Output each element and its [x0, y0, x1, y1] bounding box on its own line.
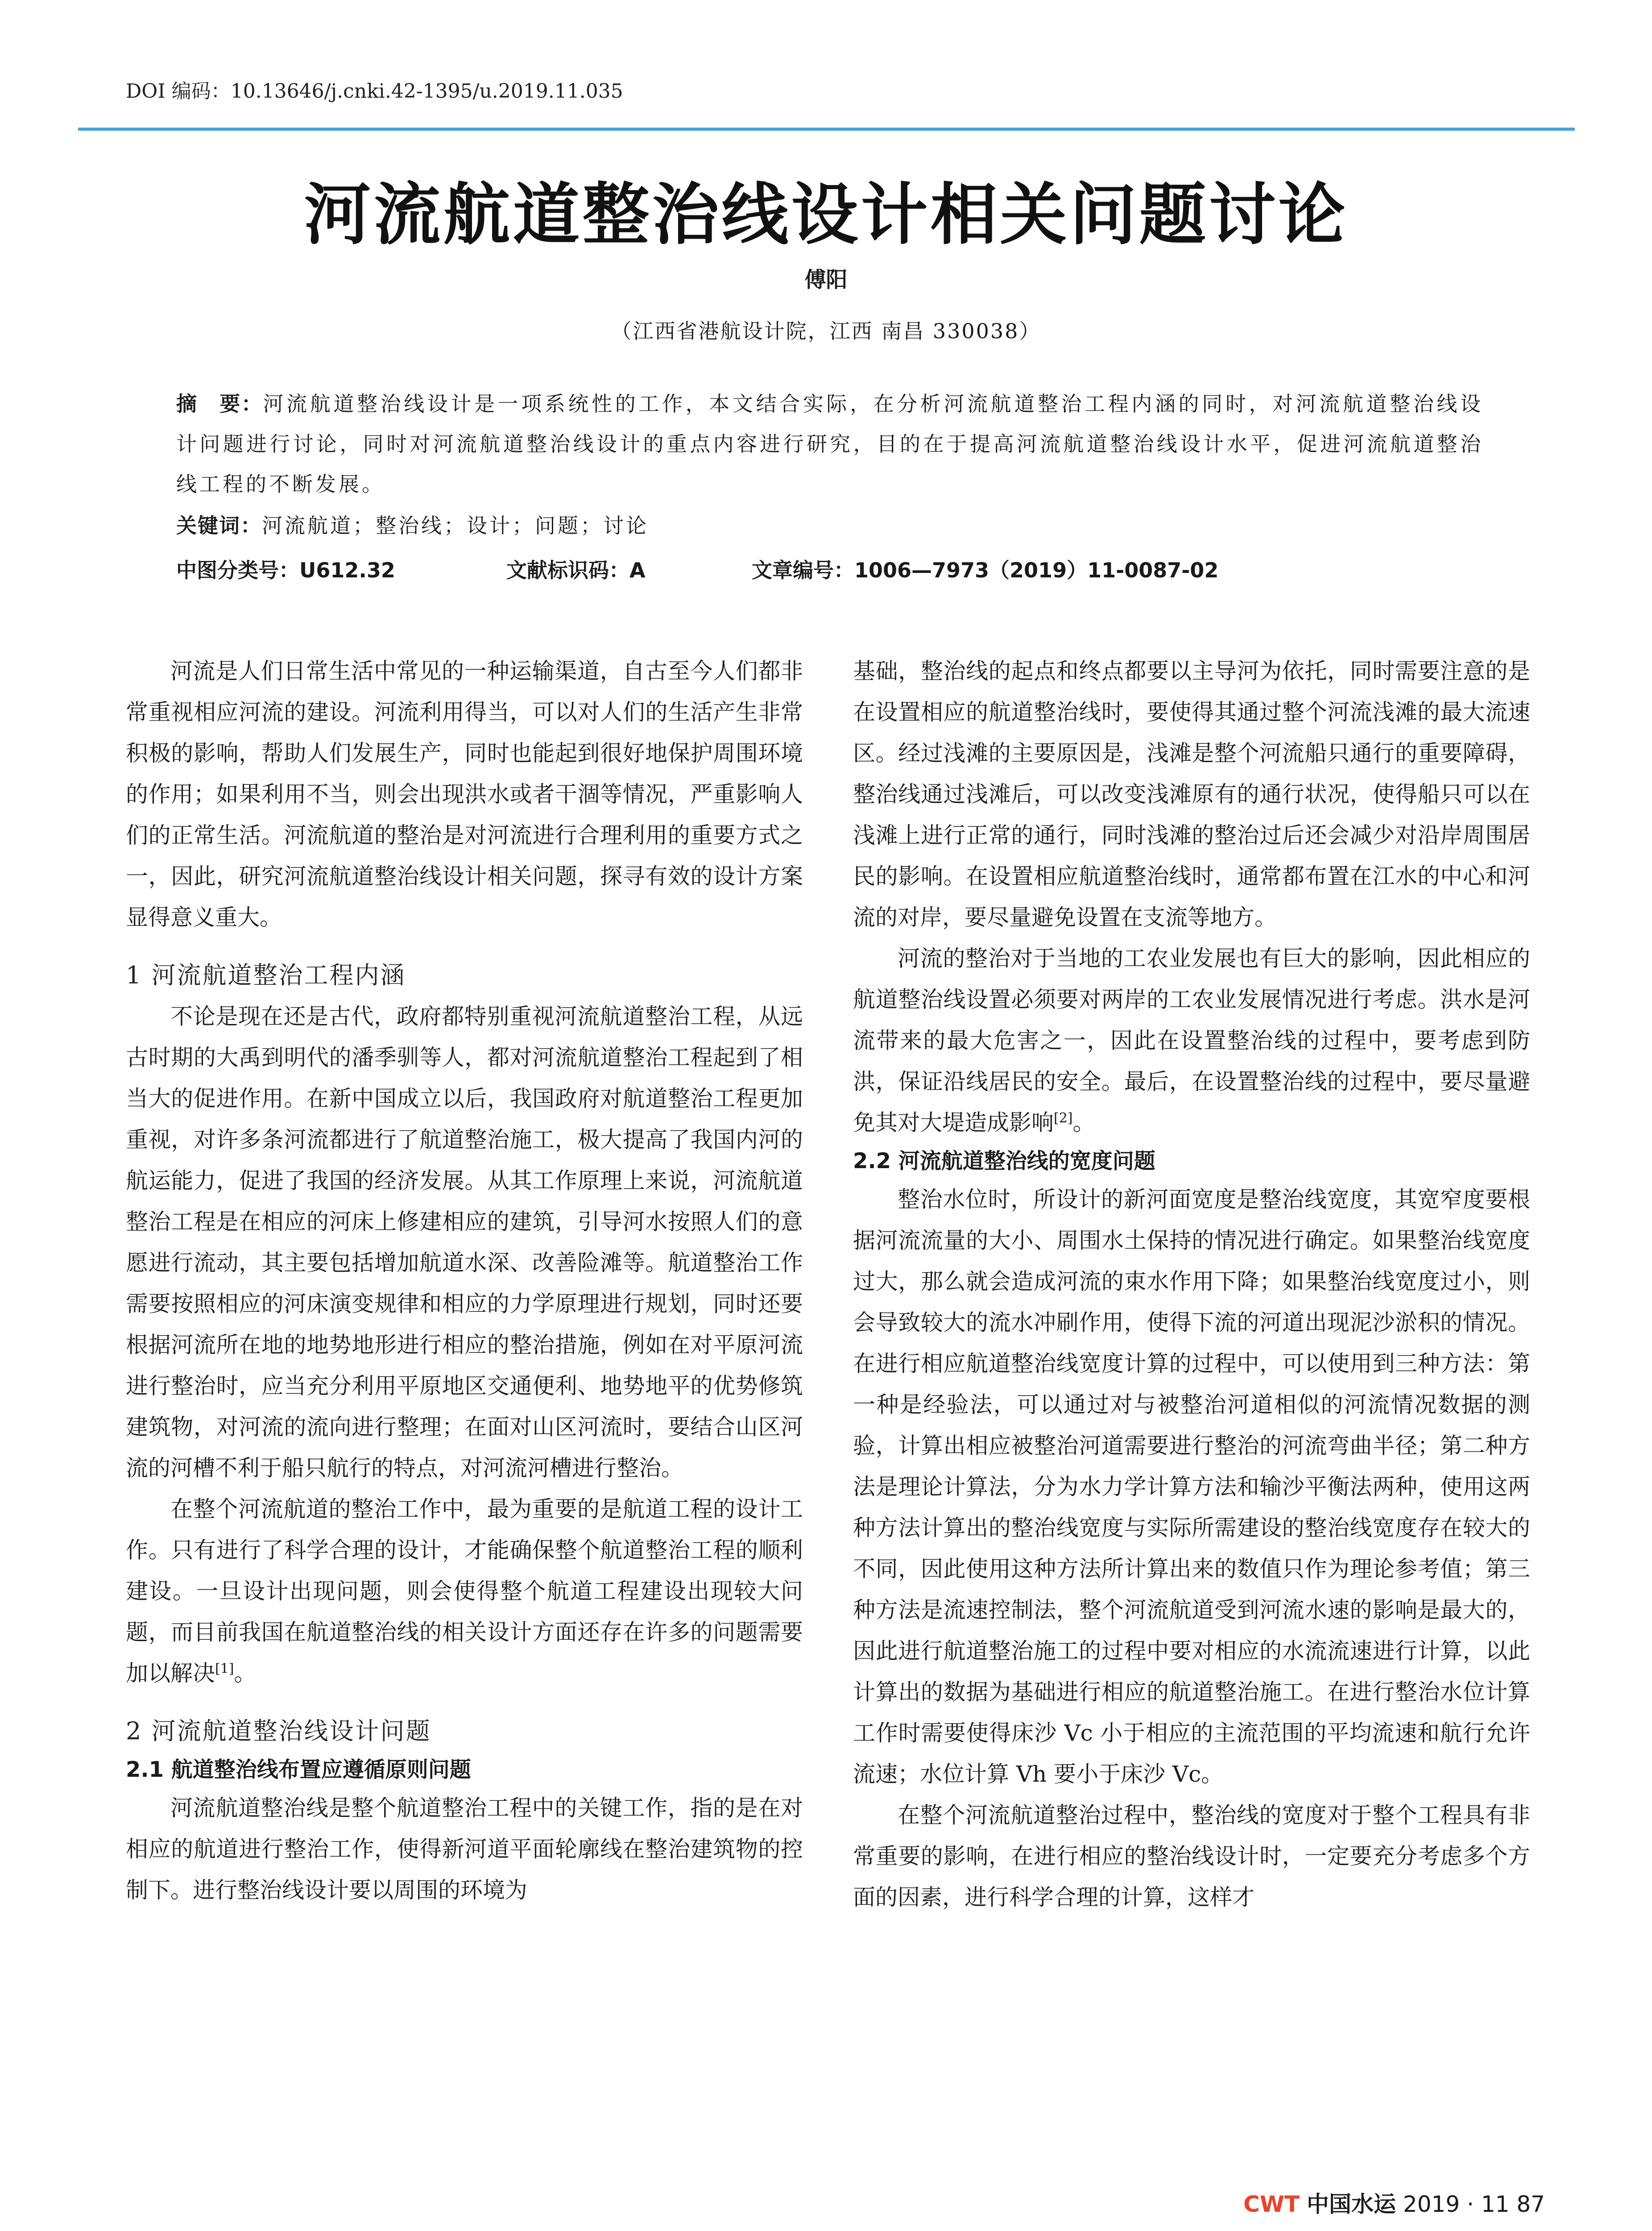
- doi-line: DOI 编码：10.13646/j.cnki.42-1395/u.2019.11.035: [126, 80, 623, 103]
- article-title: 河流航道整治线设计相关问题讨论: [304, 175, 1348, 254]
- paragraph-text: 在整个河流航道的整治工作中，最为重要的是航道工程的设计工作。只有进行了科学合理的设计，才能确保整个航道整治工程的顺利建设。一旦设计出现问题，则会使得整个航道工程建设出现较大问题，而目前我国在航道整治线的相关设计方面还存在许多的问题需要加以解决: [126, 1496, 803, 1686]
- section-heading-2: 2 河流航道整治线设计问题: [126, 1717, 431, 1745]
- left-column: [126, 651, 803, 1911]
- section-heading-1: 1 河流航道整治工程内涵: [126, 961, 406, 989]
- reference-mark: [1]: [215, 1661, 234, 1677]
- page-number: 87: [1516, 2191, 1545, 2217]
- paragraph: [126, 1489, 803, 1694]
- keywords: [176, 510, 1483, 539]
- document-code: 文献标识码：A: [506, 558, 646, 582]
- paragraph: 在整个河流航道整治过程中，整治线的宽度对于整个工程具有非常重要的影响，在进行相应的整治线设计时，一定要充分考虑多个方面的因素，进行科学合理的计算，这样才: [853, 1802, 1530, 1910]
- paragraph-end: 。: [1072, 1110, 1095, 1136]
- header-rule: [78, 128, 1575, 131]
- abstract-label: 摘 要：: [176, 392, 263, 416]
- issue: 2019 · 11: [1403, 2191, 1510, 2217]
- author: 傅阳: [804, 267, 848, 292]
- subsection-heading-2-2: 2.2 河流航道整治线的宽度问题: [853, 1149, 1155, 1174]
- cwt-logo: CWT: [1243, 2191, 1300, 2217]
- keywords-label: 关键词：: [176, 514, 262, 538]
- keywords-text: 河流航道；整治线；设计；问题；讨论: [262, 514, 649, 538]
- subsection-heading-2-1: 2.1 航道整治线布置应遵循原则问题: [126, 1757, 471, 1782]
- page-footer: [1243, 2186, 1545, 2219]
- paragraph: 河流是人们日常生活中常见的一种运输渠道，自古至今人们都非常重视相应河流的建设。河流利用得当，可以对人们的生活产生非常积极的影响，帮助人们发展生产，同时也能起到很好地保护周围环境的作用；如果利用不当，则会出现洪水或者干涸等情况，严重影响人们的正常生活。河流航道的整治是对河流进行合理利用的重要方式之一，因此，研究河流航道整治线设计相关问题，探寻有效的设计方案显得意义重大。: [126, 658, 803, 930]
- abstract-text: 河流航道整治线设计是一项系统性的工作，本文结合实际，在分析河流航道整治工程内涵的同时，对河流航道整治线设计问题进行讨论，同时对河流航道整治线设计的重点内容进行研究，目的在于提高河流航道整治线设计水平，促进河流航道整治线工程的不断发展。: [176, 392, 1484, 496]
- paragraph: 不论是现在还是古代，政府都特别重视河流航道整治工程，从远古时期的大禹到明代的潘季驯等人，都对河流航道整治工程起到了相当大的促进作用。在新中国成立以后，我国政府对航道整治工程更加重视，对许多条河流都进行了航道整治施工，极大提高了我国内河的航运能力，促进了我国的经济发展。从其工作原理上来说，河流航道整治工程是在相应的河床上修建相应的建筑，引导河水按照人们的意愿进行流动，其主要包括增加航道水深、改善险滩等。航道整治工作需要按照相应的河床演变规律和相应的力学原理进行规划，同时还要根据河流所在地的地势地形进行相应的整治措施，例如在对平原河流进行整治时，应当充分利用平原地区交通便利、地势地平的优势修筑建筑物，对河流的流向进行整理；在面对山区河流时，要结合山区河流的河槽不利于船只航行的特点，对河流河槽进行整治。: [126, 1004, 803, 1481]
- abstract: [176, 384, 1483, 504]
- article-number: 文章编号：1006—7973（2019）11-0087-02: [752, 558, 1219, 582]
- right-column: [853, 651, 1530, 1918]
- paragraph: 河流航道整治线是整个航道整治工程中的关键工作，指的是在对相应的航道进行整治工作，使得新河道平面轮廓线在整治建筑物的控制下。进行整治线设计要以周围的环境为: [126, 1795, 803, 1903]
- clc-number: 中图分类号：U612.32: [176, 558, 395, 582]
- paragraph-text: 河流的整治对于当地的工农业发展也有巨大的影响，因此相应的航道整治线设置必须要对两岸的工农业发展情况进行考虑。洪水是河流带来的最大危害之一，因此在设置整治线的过程中，要考虑到防洪，保证沿线居民的安全。最后，在设置整治线的过程中，要尽量避免其对大堤造成影响: [853, 945, 1530, 1136]
- magazine-name: 中国水运: [1307, 2191, 1396, 2217]
- paragraph: 整治水位时，所设计的新河面宽度是整治线宽度，其宽窄度要根据河流流量的大小、周围水土保持的情况进行确定。如果整治线宽度过大，那么就会造成河流的束水作用下降；如果整治线宽度过小，则会导致较大的流水冲刷作用，使得下流的河道出现泥沙淤积的情况。在进行相应航道整治线宽度计算的过程中，可以使用到三种方法：第一种是经验法，可以通过对与被整治河道相似的河流情况数据的测验，计算出相应被整治河道需要进行整治的河流弯曲半径；第二种方法是理论计算法，分为水力学计算方法和输沙平衡法两种，使用这两种方法计算出的整治线宽度与实际所需建设的整治线宽度存在较大的不同，因此使用这种方法所计算出来的数值只作为理论参考值；第三种方法是流速控制法，整个河流航道受到河流水速的影响是最大的，因此进行航道整治施工的过程中要对相应的水流流速进行计算，以此计算出的数据为基础进行相应的航道整治施工。在进行整治水位计算工作时需要使得床沙 Vc 小于相应的主流范围的平均流速和航行允许流速；水位计算 Vh 要小于床沙 Vc。: [853, 1186, 1530, 1787]
- affiliation: （江西省港航设计院，江西 南昌 330038）: [611, 319, 1041, 343]
- reference-mark: [2]: [1054, 1110, 1073, 1126]
- paragraph-end: 。: [234, 1660, 257, 1686]
- paragraph: 基础，整治线的起点和终点都要以主导河为依托，同时需要注意的是在设置相应的航道整治线时，要使得其通过整个河流浅滩的最大流速区。经过浅滩的主要原因是，浅滩是整个河流船只通行的重要障碍，整治线通过浅滩后，可以改变浅滩原有的通行状况，使得船只可以在浅滩上进行正常的通行，同时浅滩的整治过后还会减少对沿岸周围居民的影响。在设置相应航道整治线时，通常都布置在江水的中心和河流的对岸，要尽量避免设置在支流等地方。: [853, 658, 1530, 930]
- paragraph: [853, 938, 1530, 1143]
